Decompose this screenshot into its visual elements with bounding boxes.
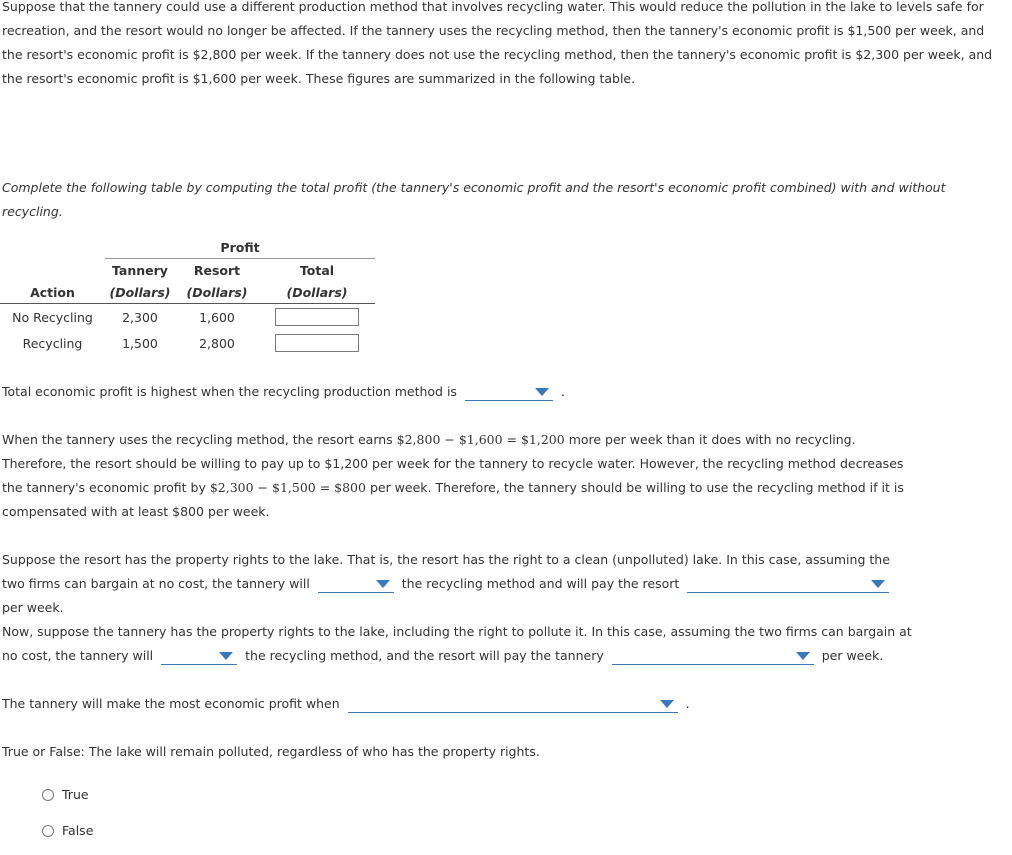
radio-option-true[interactable]: True — [42, 787, 89, 802]
resort-unit: (Dollars) — [175, 281, 259, 304]
profit-table — [0, 236, 375, 356]
table-row — [0, 330, 375, 356]
col-resort-header: Resort — [175, 259, 259, 282]
chevron-down-icon — [871, 580, 885, 588]
total-unit: (Dollars) — [259, 281, 375, 304]
row-resort: 2,800 — [199, 335, 235, 351]
q1-text: Total economic profit is highest when the recycling production method is — [2, 384, 457, 399]
question-5: True or False: The lake will remain polluted, regardless of who has the property rights. — [2, 744, 540, 759]
q3-action-dropdown[interactable] — [161, 648, 237, 665]
chevron-down-icon — [796, 652, 810, 660]
chevron-down-icon — [376, 580, 390, 588]
question-3: Now, suppose the tannery has the property rights to the lake, including the right to pollute it. In this case, assuming the two firms can bargain at no cost, the tannery will the recycling method, and the resort will pay the tannery per week. — [2, 624, 912, 663]
col-action-header: Action — [0, 281, 105, 304]
question-2: Suppose the resort has the property rights to the lake. That is, the resort has the right to a clean (unpolluted) lake. In this case, assuming the two firms can bargain at no cost, the tannery will the recycling method and will pay the resort per week. — [2, 552, 890, 615]
q3-amount-dropdown[interactable] — [612, 648, 814, 665]
q2-action-dropdown[interactable] — [318, 576, 394, 593]
chevron-down-icon — [219, 652, 233, 660]
table-row — [0, 304, 375, 331]
question-1 — [2, 380, 1002, 404]
row-resort: 1,600 — [199, 309, 235, 325]
tannery-loss-equation: $2,300 − $1,500 = $800 — [209, 480, 366, 495]
radio-option-false[interactable]: False — [42, 823, 93, 838]
question-4: The tannery will make the most economic profit when . — [2, 696, 690, 711]
radio-button-icon[interactable] — [42, 825, 54, 837]
chevron-down-icon — [535, 388, 549, 396]
q2-amount-dropdown[interactable] — [687, 576, 889, 593]
row-action: No Recycling — [12, 309, 93, 325]
total-recycling-input[interactable] — [275, 334, 359, 352]
col-tannery-header: Tannery — [105, 259, 175, 282]
resort-gain-equation: $2,800 − $1,600 = $1,200 — [396, 432, 565, 447]
col-total-header: Total — [259, 259, 375, 282]
row-action: Recycling — [22, 335, 83, 351]
radio-button-icon[interactable] — [42, 789, 54, 801]
total-no-recycling-input[interactable] — [275, 308, 359, 326]
q4-dropdown[interactable] — [348, 696, 678, 713]
q1-dropdown[interactable] — [465, 384, 553, 401]
row-tannery: 1,500 — [122, 335, 158, 351]
profit-group-header: Profit — [220, 239, 260, 255]
explanation-paragraph: When the tannery uses the recycling method, the resort earns $2,800 − $1,600 = $1,200 more per week than it does with no recycling. Therefore, the resort should be willing to pay up to $1,200 per week for the tannery to recycle water. However, the recycling method decreases the tannery's economic profit by $2,300 − $1,500 = $800 per week. Therefore, the tannery should be willing to use the recycling method if it is compensated with at least $800 per week. — [2, 432, 904, 519]
intro-paragraph: Suppose that the tannery could use a different production method that involves recycling water. This would reduce the pollution in the lake to levels safe for recreation, and the resort would no longer be affected. If the tannery uses the recycling method, then the tannery's economic profit is $1,500 per week, and the resort's economic profit is $2,800 per week. If the tannery does not use the recycling method, then the tannery's economic profit is $2,300 per week, and the resort's economic profit is $1,600 per week. These figures are summarized in the following table. — [2, 0, 993, 86]
q1-end: . — [560, 384, 565, 399]
row-tannery: 2,300 — [122, 309, 158, 325]
instruction-paragraph: Complete the following table by computing the total profit (the tannery's economic profit and the resort's economic profit combined) with and without recycling. — [2, 180, 946, 219]
chevron-down-icon — [660, 700, 674, 708]
tannery-unit: (Dollars) — [105, 281, 175, 304]
